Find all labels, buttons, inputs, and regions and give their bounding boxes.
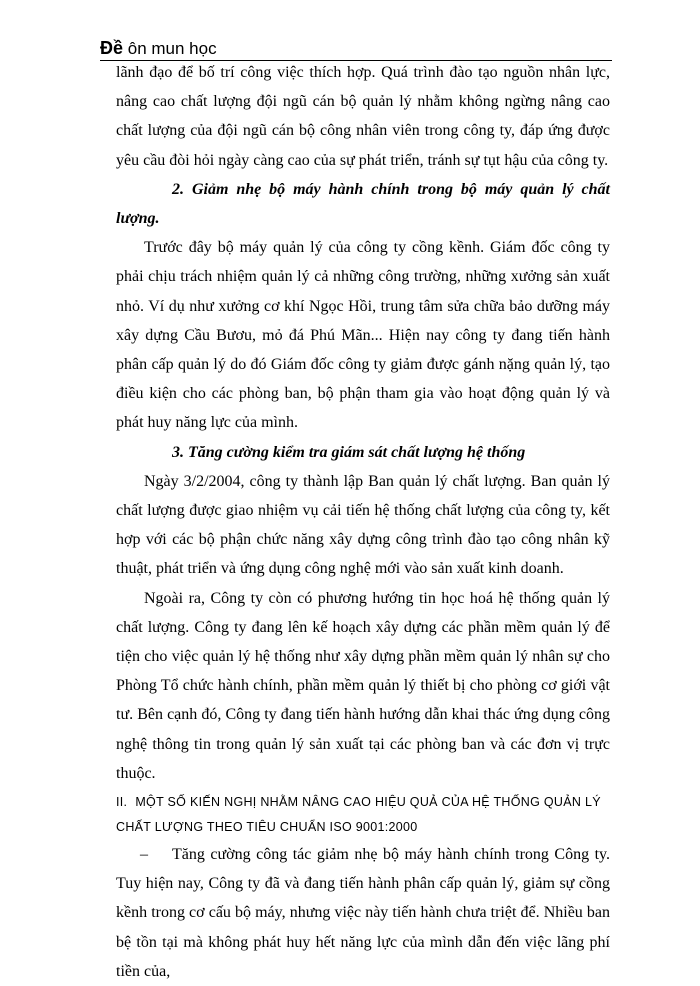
paragraph-3: Ngày 3/2/2004, công ty thành lập Ban quản lý chất lượng. Ban quản lý chất lượng được giao nhiệm vụ cải tiến hệ thống chất lượng của công ty, kết hợp với các bộ phận chức năng xây dựng công trình đào tạo công nhân kỹ thuật, phát triển và ứng dụng công nghệ mới vào sản xuất kinh doanh. [116,472,610,578]
page-header [100,38,217,59]
paragraph-5 [116,840,610,986]
header-rest: ôn mun học [123,39,217,58]
paragraph-2: Trước đây bộ máy quản lý của công ty cồng kềnh. Giám đốc công ty phải chịu trách nhiệm quản lý cả những công trường, những xưởng sản xuất nhỏ. Ví dụ như xưởng cơ khí Ngọc Hồi, trung tâm sửa chữa bảo dưỡng máy xây dựng Cầu Bươu, mỏ đá Phú Mãn... Hiện nay công ty đang tiến hành phân cấp quản lý do đó Giám đốc công ty giảm được gánh nặng quản lý, tạo điều kiện cho các phòng ban, bộ phận tham gia vào hoạt động quản lý và phát huy năng lực của mình. [116,239,610,432]
paragraph-5-text: Tăng cường công tác giảm nhẹ bộ máy hành chính trong Công ty. Tuy hiện nay, Công ty đã và đang tiến hành phân cấp quản lý, giảm sự cồng kềnh trong cơ cấu bộ máy, nhưng việc này tiến hành chưa triệt để. Nhiều ban bệ tồn tại mà không phát huy hết năng lực của mình dẫn đến việc lãng phí tiền của, [116,846,610,980]
section-number: II. [116,795,128,810]
paragraph-4: Ngoài ra, Công ty còn có phương hướng tin học hoá hệ thống quản lý chất lượng. Công ty đang lên kế hoạch xây dựng các phần mềm quản lý để tiện cho việc quản lý hệ thống như xây dựng phần mềm quản lý nhân sự cho Phòng Tổ chức hành chính, phần mềm quản lý thiết bị cho phòng cơ giới vật tư. Bên cạnh đó, Công ty đang tiến hành hướng dẫn khai thác ứng dụng công nghệ thông tin trong quản lý sản xuất tại các phòng ban và các đơn vị trực thuộc. [116,589,610,782]
bullet-dash: – [140,846,148,864]
heading-2: 2. Giảm nhẹ bộ máy hành chính trong bộ máy quản lý chất lượng. [116,180,610,228]
heading-3: 3. Tăng cường kiểm tra giám sát chất lượng hệ thống [172,443,526,461]
section-heading-ii [116,790,610,840]
section-title: MỘT SỐ KIẾN NGHỊ NHẰM NÂNG CAO HIỆU QUẢ CỦA HỆ THỐNG QUẢN LÝ CHẤT LƯỢNG THEO TIÊU CHUẨN ISO 9001:2000 [116,795,601,835]
document-body [116,58,610,986]
paragraph-1: lãnh đạo để bố trí công việc thích hợp. Quá trình đào tạo nguồn nhân lực, nâng cao chất lượng đội ngũ cán bộ quản lý nhằm không ngừng nâng cao chất lượng của đội ngũ cán bộ công nhân viên trong công ty, đáp ứng được yêu cầu đòi hỏi ngày càng cao của sự phát triển, tránh sự tụt hậu của công ty. [116,64,610,169]
header-first-word: Đề [100,38,124,58]
